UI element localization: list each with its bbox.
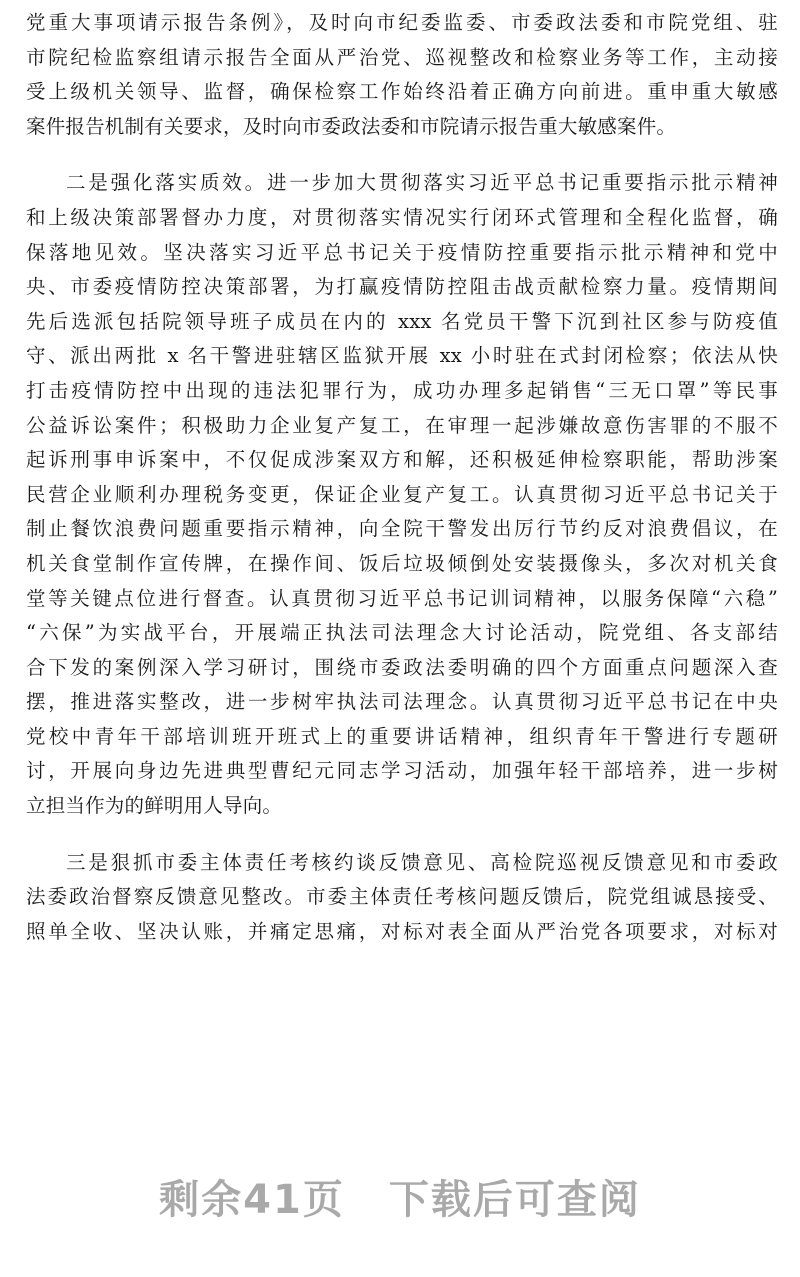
paragraph-1 [26, 6, 778, 144]
text-line: 照单全收、坚决认账，并痛定思痛，对标对表全面从严治党各项要求，对标对 [26, 919, 778, 943]
text-line: 机关食堂制作宣传牌，在操作间、饭后垃圾倾倒处安装摄像头，多次对机关食 [26, 551, 778, 575]
text-line: 受上级机关领导、监督，确保检察工作始终沿着正确方向前进。重申重大敏感 [26, 80, 778, 104]
text-line: 打击疫情防控中出现的违法犯罪行为，成功办理多起销售“三无口罩”等民事 [26, 378, 778, 402]
text-line: 案件报告机制有关要求，及时向市委政法委和市院请示报告重大敏感案件。 [26, 114, 677, 138]
text-line: 讨，开展向身边先进典型曹纪元同志学习活动，加强年轻干部培养，进一步树 [26, 759, 778, 783]
text-line: 民营企业顺利办理税务变更，保证企业复产复工。认真贯彻习近平总书记关于 [26, 482, 778, 506]
paragraph-2 [26, 166, 778, 823]
text-line: 央、市委疫情防控决策部署，为打赢疫情防控阻击战贡献检察力量。疫情期间 [26, 275, 778, 299]
text-line: 守、派出两批 x 名干警进驻辖区监狱开展 xx 小时驻在式封闭检察；依法从快 [26, 344, 778, 368]
text-line: 公益诉讼案件；积极助力企业复产复工，在审理一起涉嫌故意伤害罪的不服不 [26, 413, 778, 437]
text-line: 立担当作为的鲜明用人导向。 [26, 794, 283, 818]
text-line: “六保”为实战平台，开展端正执法司法理念大讨论活动，院党组、各支部结 [26, 621, 778, 645]
text-line: 和上级决策部署督办力度，对贯彻落实情况实行闭环式管理和全程化监督，确 [26, 205, 778, 229]
text-line: 合下发的案例深入学习研讨，围绕市委政法委明确的四个方面重点问题深入查 [26, 655, 778, 679]
text-line: 二是强化落实质效。进一步加大贯彻落实习近平总书记重要指示批示精神 [66, 171, 778, 195]
document-body [26, 6, 778, 949]
text-line: 先后选派包括院领导班子成员在内的 xxx 名党员干警下沉到社区参与防疫值 [26, 309, 778, 333]
paragraph-3 [26, 846, 778, 950]
download-prompt-text: 下载后可查阅 [388, 1177, 641, 1223]
download-banner[interactable] [0, 1168, 800, 1225]
text-line: 党校中青年干部培训班开班式上的重要讲话精神，组织青年干警进行专题研 [26, 724, 778, 748]
text-line: 党重大事项请示报告条例》，及时向市纪委监委、市委政法委和市院党组、驻 [26, 11, 778, 34]
text-line: 三是狠抓市委主体责任考核约谈反馈意见、高检院巡视反馈意见和市委政 [66, 850, 778, 874]
text-line: 摆，推进落实整改，进一步树牢执法司法理念。认真贯彻习近平总书记在中央 [26, 690, 778, 714]
text-line: 制止餐饮浪费问题重要指示精神，向全院干警发出厉行节约反对浪费倡议，在 [26, 517, 778, 541]
text-line: 保落地见效。坚决落实习近平总书记关于疫情防控重要指示批示精神和党中 [26, 240, 778, 264]
text-line: 市院纪检监察组请示报告全面从严治党、巡视整改和检察业务等工作，主动接 [26, 45, 778, 69]
text-line: 堂等关键点位进行督查。认真贯彻习近平总书记训词精神，以服务保障“六稳” [26, 586, 778, 610]
text-line: 起诉刑事申诉案中，不仅促成涉案双方和解，还积极延伸检察职能，帮助涉案 [26, 448, 778, 472]
text-line: 法委政治督察反馈意见整改。市委主体责任考核问题反馈后，院党组诚恳接受、 [26, 885, 778, 909]
remaining-pages-text: 剩余41页 [159, 1177, 345, 1223]
